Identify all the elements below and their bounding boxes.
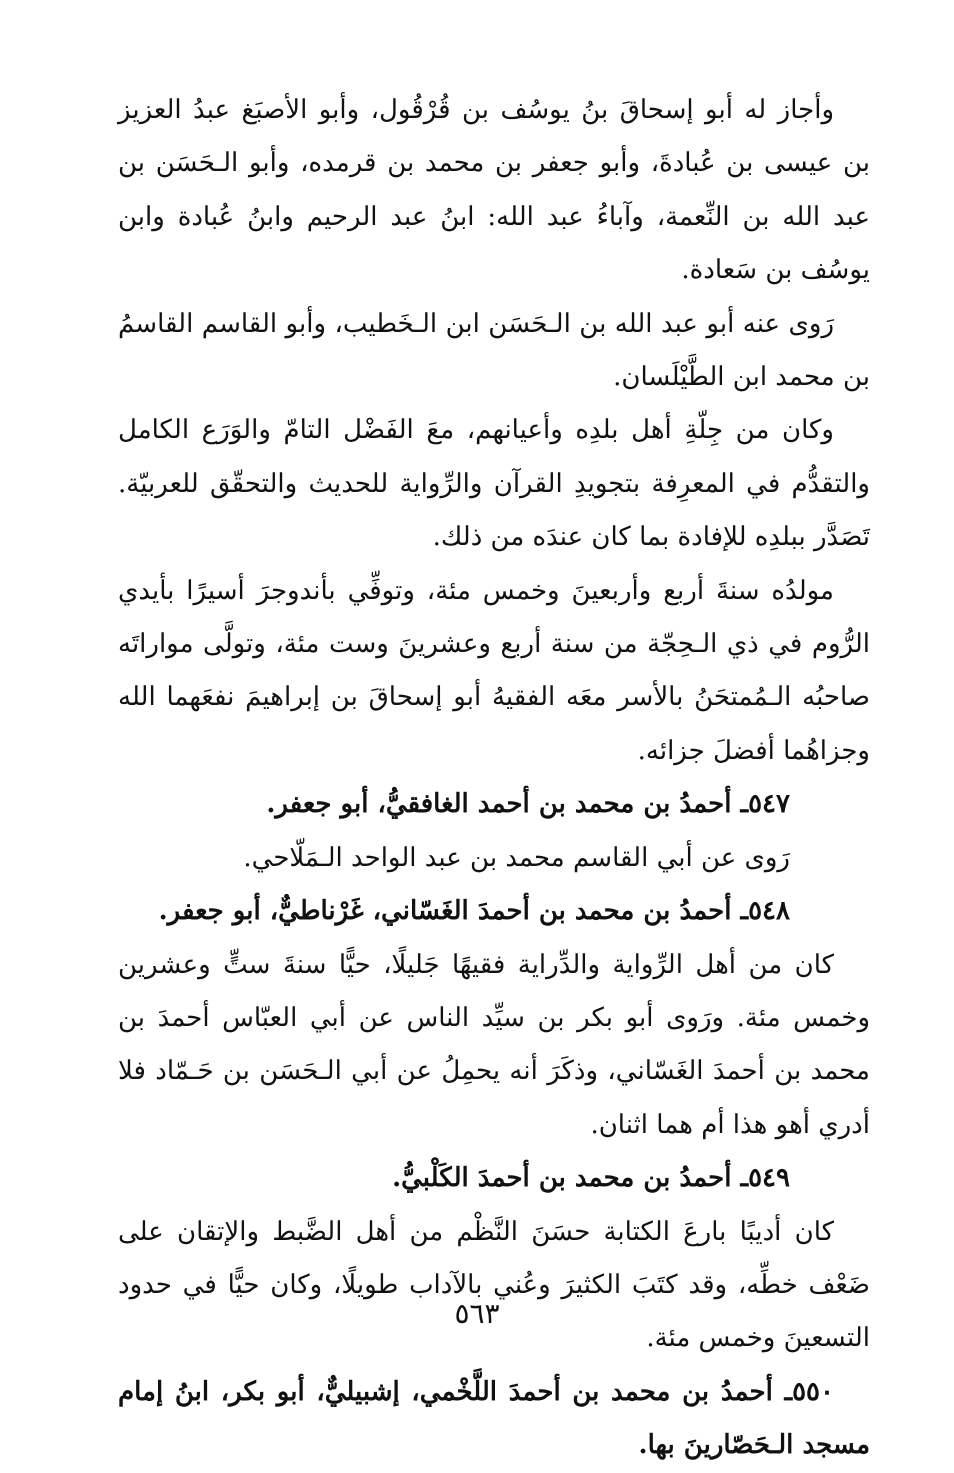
entry-548-body: كان من أهل الرِّواية والدِّراية فقيهًا جَليلًا، حيًّا سنةَ ستٍّ وعشرين وخمس مئة. ورَوى أبو بكر بن سيِّد الناس عن أبي العبّاس أحمدَ بن محمد بن أحمدَ الغَسّاني، وذكَرَ أنه يحمِلُ عن أبي الـحَسَن بن حَـمّاد فلا أدري أهو هذا أم هما اثنان.: [118, 949, 870, 1140]
page-number: ٥٦٣: [454, 1297, 500, 1330]
entry-549-heading: ٥٤٩ـ أحمدُ بن محمد بن أحمدَ الكَلْبيُّ.: [392, 1163, 790, 1194]
paragraph-biography: وكان من جِلّةِ أهل بلدِه وأعيانهم، معَ الفَضْل التامّ والوَرَع الكامل والتقدُّم في المعرِفة بتجويدِ القرآن والرِّواية للحديث والتحقّق للعربيّة. تَصَدَّر ببلدِه للإفادة بما كان عندَه من ذلك.: [118, 415, 870, 553]
page-text: [118, 84, 870, 1473]
entry-547-body: رَوى عن أبي القاسم محمد بن عبد الواحد الـمَلّاحي.: [243, 842, 790, 873]
paragraph-ijaza: وأجاز له أبو إسحاقَ بنُ يوسُف بن قُرْقُول، وأبو الأصبَغ عبدُ العزيز بن عيسى بن عُبادةَ، وأبو جعفر بن محمد بن قرمده، وأبو الـحَسَن بن عبد الله بن النِّعمة، وآباءُ عبد الله: ابنُ عبد الرحيم وابنُ عُبادة وابن يوسُف بن سَعادة.: [118, 95, 870, 286]
entry-549-body: كان أديبًا بارعَ الكتابة حسَنَ النَّظْم من أهل الضَّبط والإتقان على ضَعْف خطِّه، وقد كتَبَ الكثيرَ وعُني بالآداب طويلًا، وكان حيًّا في حدود التسعينَ وخمس مئة.: [118, 1216, 870, 1354]
entry-550-heading: ٥٥٠ـ أحمدُ بن محمد بن أحمدَ اللَّخْمي، إشبيليٌّ، أبو بكر، ابنُ إمام مسجد الـحَصّارينَ بها.: [118, 1376, 870, 1461]
entry-548-heading: ٥٤٨ـ أحمدُ بن محمد بن أحمدَ الغَسّاني، غَرْناطيٌّ، أبو جعفر.: [158, 896, 790, 927]
paragraph-birth-death: مولدُه سنةَ أربع وأربعينَ وخمس مئة، وتوفِّي بأندوجرَ أسيرًا بأيدي الرُّوم في ذي الـحِجّة من سنة أربع وعشرينَ وست مئة، وتولَّى مواراتَه صاحبُه الـمُمتحَنُ بالأسر معَه الفقيهُ أبو إسحاقَ بن إبراهيمَ نفعَهما الله وجزاهُما أفضلَ جزائه.: [118, 575, 870, 766]
entry-547-heading: ٥٤٧ـ أحمدُ بن محمد بن أحمد الغافقيُّ، أبو جعفر.: [266, 789, 790, 820]
paragraph-rawa-anhu: رَوى عنه أبو عبد الله بن الـحَسَن ابن الـخَطيب، وأبو القاسم القاسمُ بن محمد ابن الطَّيْلَسان.: [118, 308, 870, 393]
